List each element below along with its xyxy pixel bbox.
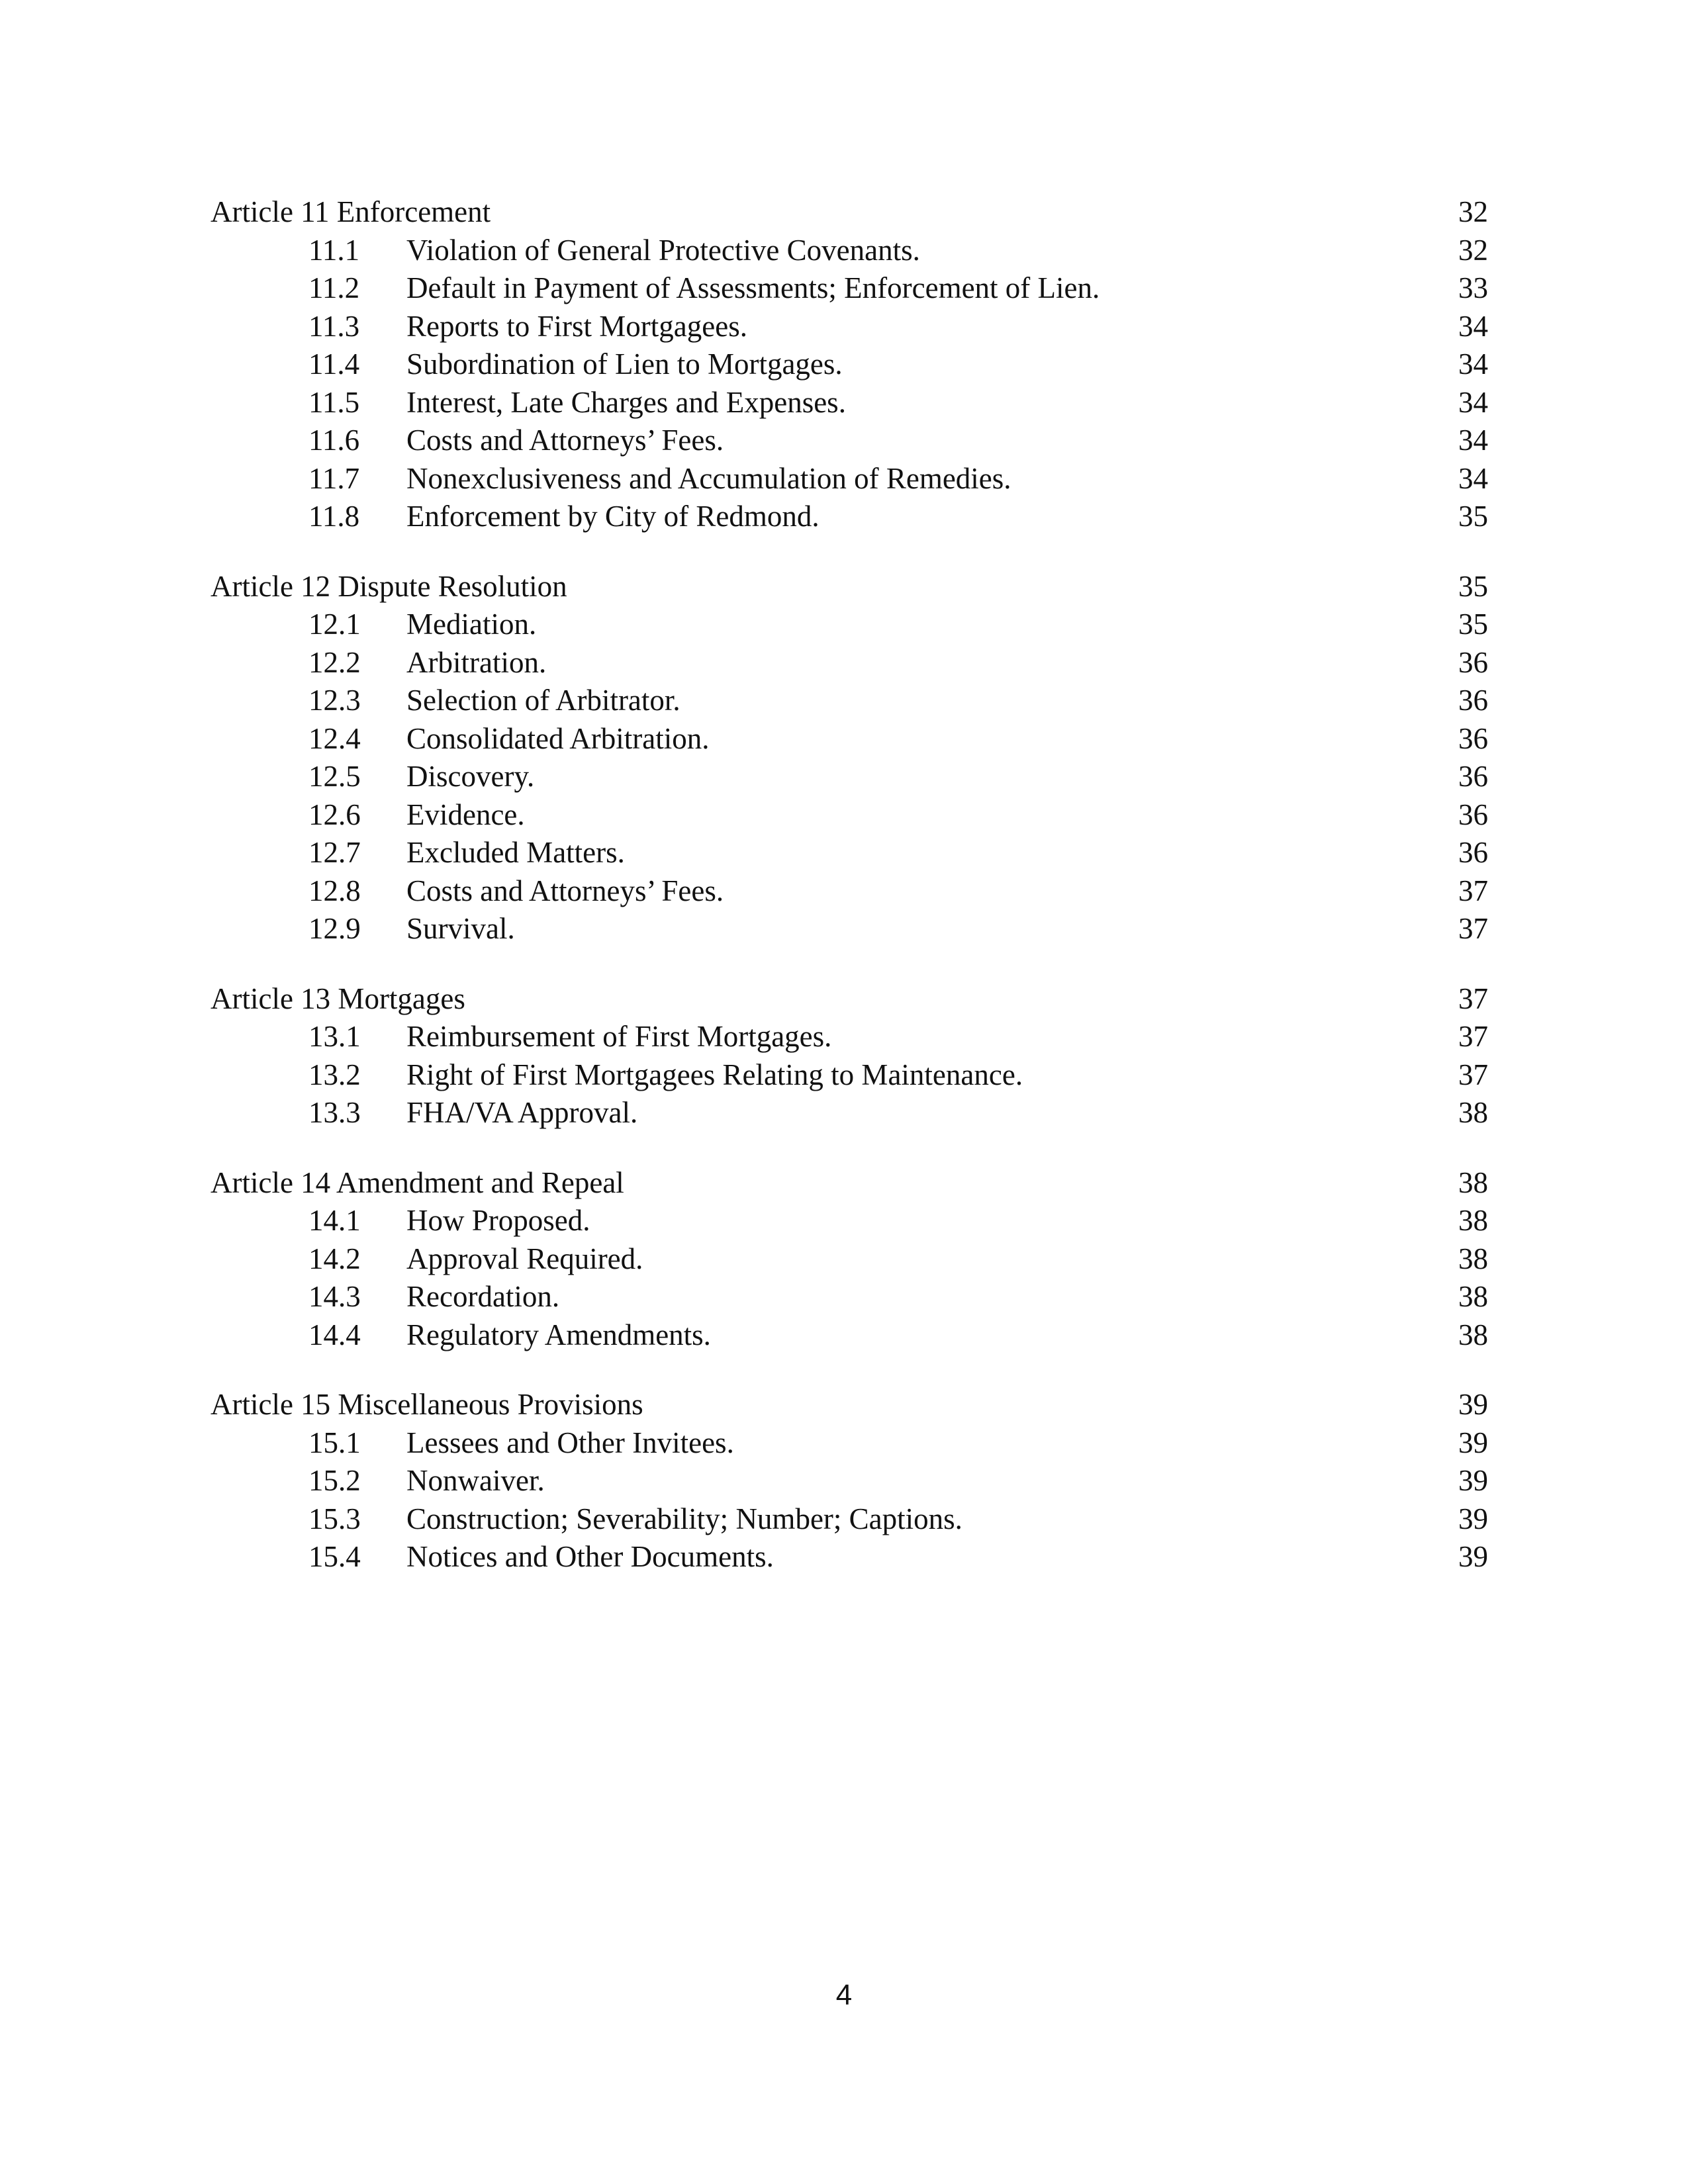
toc-section-row[interactable] <box>211 1056 1488 1095</box>
section-number: 11.2 <box>308 271 360 304</box>
toc-article-14 <box>211 1164 1488 1355</box>
toc-section-row[interactable] <box>211 682 1488 720</box>
section-number: 15.3 <box>308 1502 361 1535</box>
toc-section-row[interactable] <box>211 1240 1488 1279</box>
page-number: 4 <box>835 1979 853 2011</box>
section-page-ref: 39 <box>1458 1426 1488 1459</box>
toc-article-13 <box>211 980 1488 1132</box>
toc-section-row[interactable] <box>211 345 1488 384</box>
section-title: Nonexclusiveness and Accumulation of Remedies. <box>406 461 1011 495</box>
section-title: Nonwaiver. <box>406 1464 545 1497</box>
toc-article-11 <box>211 193 1488 536</box>
toc-section-row[interactable] <box>211 422 1488 460</box>
toc-section-row[interactable] <box>211 460 1488 498</box>
section-title: Recordation. <box>406 1280 560 1313</box>
section-number: 15.1 <box>308 1426 361 1459</box>
section-page-ref: 36 <box>1458 645 1488 679</box>
section-page-ref: 38 <box>1458 1096 1488 1129</box>
section-title: Costs and Attorneys’ Fees. <box>406 424 724 457</box>
section-title: Costs and Attorneys’ Fees. <box>406 874 724 907</box>
section-title: Discovery. <box>406 760 535 793</box>
toc-section-row[interactable] <box>211 1424 1488 1463</box>
section-title: Selection of Arbitrator. <box>406 684 680 717</box>
toc-section-row[interactable] <box>211 1278 1488 1316</box>
toc-section-row[interactable] <box>211 1538 1488 1576</box>
section-title: Excluded Matters. <box>406 836 625 869</box>
section-number: 12.1 <box>308 608 361 641</box>
section-page-ref: 36 <box>1458 836 1488 869</box>
article-heading: Article 14 Amendment and Repeal <box>211 1165 624 1199</box>
table-of-contents <box>211 193 1488 1608</box>
toc-article-heading-row[interactable] <box>211 1386 1488 1424</box>
section-page-ref: 33 <box>1458 271 1488 304</box>
section-number: 12.2 <box>308 645 361 679</box>
article-heading: Article 15 Miscellaneous Provisions <box>211 1388 643 1421</box>
toc-article-heading-row[interactable] <box>211 193 1488 232</box>
section-number: 11.4 <box>308 347 360 381</box>
toc-article-15 <box>211 1386 1488 1576</box>
section-title: Arbitration. <box>406 645 547 679</box>
toc-section-row[interactable] <box>211 758 1488 796</box>
section-number: 11.7 <box>308 461 360 495</box>
section-page-ref: 38 <box>1458 1204 1488 1237</box>
toc-section-row[interactable] <box>211 384 1488 422</box>
toc-section-row[interactable] <box>211 1500 1488 1539</box>
section-number: 11.6 <box>308 424 360 457</box>
section-page-ref: 37 <box>1458 1020 1488 1053</box>
section-title: Notices and Other Documents. <box>406 1540 774 1573</box>
section-title: Construction; Severability; Number; Captions. <box>406 1502 962 1535</box>
article-page-ref: 32 <box>1458 195 1488 228</box>
toc-section-row[interactable] <box>211 232 1488 270</box>
toc-section-row[interactable] <box>211 1316 1488 1355</box>
toc-section-row[interactable] <box>211 644 1488 682</box>
section-number: 13.1 <box>308 1020 361 1053</box>
section-title: Consolidated Arbitration. <box>406 721 710 755</box>
toc-section-row[interactable] <box>211 1094 1488 1132</box>
toc-article-heading-row[interactable] <box>211 980 1488 1019</box>
section-number: 12.3 <box>308 684 361 717</box>
section-number: 13.3 <box>308 1096 361 1129</box>
toc-article-heading-row[interactable] <box>211 568 1488 606</box>
section-number: 11.8 <box>308 500 360 533</box>
section-number: 12.8 <box>308 874 361 907</box>
section-number: 14.2 <box>308 1242 361 1275</box>
toc-article-12 <box>211 568 1488 948</box>
section-page-ref: 39 <box>1458 1540 1488 1573</box>
section-title: Reimbursement of First Mortgages. <box>406 1020 832 1053</box>
section-title: Mediation. <box>406 608 537 641</box>
section-title: Reports to First Mortgagees. <box>406 309 747 343</box>
article-heading: Article 11 Enforcement <box>211 195 491 228</box>
section-number: 15.4 <box>308 1540 361 1573</box>
section-number: 11.1 <box>308 233 360 267</box>
section-title: Approval Required. <box>406 1242 643 1275</box>
section-title: Regulatory Amendments. <box>406 1318 711 1351</box>
article-page-ref: 37 <box>1458 981 1488 1015</box>
article-page-ref: 38 <box>1458 1165 1488 1199</box>
toc-section-row[interactable] <box>211 910 1488 948</box>
toc-section-row[interactable] <box>211 834 1488 872</box>
section-page-ref: 38 <box>1458 1318 1488 1351</box>
section-page-ref: 36 <box>1458 684 1488 717</box>
section-page-ref: 34 <box>1458 309 1488 343</box>
section-page-ref: 36 <box>1458 797 1488 831</box>
article-page-ref: 39 <box>1458 1388 1488 1421</box>
section-page-ref: 35 <box>1458 608 1488 641</box>
section-page-ref: 34 <box>1458 424 1488 457</box>
section-title: Violation of General Protective Covenants. <box>406 233 920 267</box>
section-page-ref: 39 <box>1458 1502 1488 1535</box>
toc-section-row[interactable] <box>211 872 1488 911</box>
toc-section-row[interactable] <box>211 308 1488 346</box>
section-title: Lessees and Other Invitees. <box>406 1426 734 1459</box>
section-page-ref: 34 <box>1458 385 1488 419</box>
section-number: 11.3 <box>308 309 360 343</box>
toc-section-row[interactable] <box>211 269 1488 308</box>
section-page-ref: 35 <box>1458 500 1488 533</box>
toc-section-row[interactable] <box>211 498 1488 536</box>
section-title: Evidence. <box>406 797 525 831</box>
section-title: How Proposed. <box>406 1204 590 1237</box>
section-page-ref: 36 <box>1458 721 1488 755</box>
section-page-ref: 38 <box>1458 1242 1488 1275</box>
section-title: Enforcement by City of Redmond. <box>406 500 820 533</box>
toc-section-row[interactable] <box>211 796 1488 835</box>
section-number: 14.4 <box>308 1318 361 1351</box>
section-number: 12.5 <box>308 760 361 793</box>
section-page-ref: 34 <box>1458 461 1488 495</box>
section-title: Default in Payment of Assessments; Enforcement of Lien. <box>406 271 1100 304</box>
section-title: Right of First Mortgagees Relating to Maintenance. <box>406 1058 1023 1091</box>
toc-section-row[interactable] <box>211 720 1488 758</box>
section-number: 12.9 <box>308 912 361 945</box>
section-number: 13.2 <box>308 1058 361 1091</box>
section-number: 12.4 <box>308 721 361 755</box>
section-title: Subordination of Lien to Mortgages. <box>406 347 843 381</box>
section-number: 14.3 <box>308 1280 361 1313</box>
section-title: FHA/VA Approval. <box>406 1096 638 1129</box>
toc-section-row[interactable] <box>211 1462 1488 1500</box>
section-page-ref: 37 <box>1458 1058 1488 1091</box>
section-page-ref: 37 <box>1458 912 1488 945</box>
toc-article-heading-row[interactable] <box>211 1164 1488 1203</box>
article-heading: Article 13 Mortgages <box>211 981 465 1015</box>
section-page-ref: 37 <box>1458 874 1488 907</box>
toc-section-row[interactable] <box>211 1018 1488 1056</box>
section-page-ref: 32 <box>1458 233 1488 267</box>
section-page-ref: 36 <box>1458 760 1488 793</box>
section-number: 14.1 <box>308 1204 361 1237</box>
toc-section-row[interactable] <box>211 1202 1488 1240</box>
section-page-ref: 38 <box>1458 1280 1488 1313</box>
section-page-ref: 39 <box>1458 1464 1488 1497</box>
article-heading: Article 12 Dispute Resolution <box>211 569 567 603</box>
section-page-ref: 34 <box>1458 347 1488 381</box>
section-number: 15.2 <box>308 1464 361 1497</box>
section-number: 11.5 <box>308 385 360 419</box>
section-title: Survival. <box>406 912 515 945</box>
section-number: 12.7 <box>308 836 361 869</box>
section-title: Interest, Late Charges and Expenses. <box>406 385 846 419</box>
section-number: 12.6 <box>308 797 361 831</box>
toc-section-row[interactable] <box>211 606 1488 644</box>
article-page-ref: 35 <box>1458 569 1488 603</box>
